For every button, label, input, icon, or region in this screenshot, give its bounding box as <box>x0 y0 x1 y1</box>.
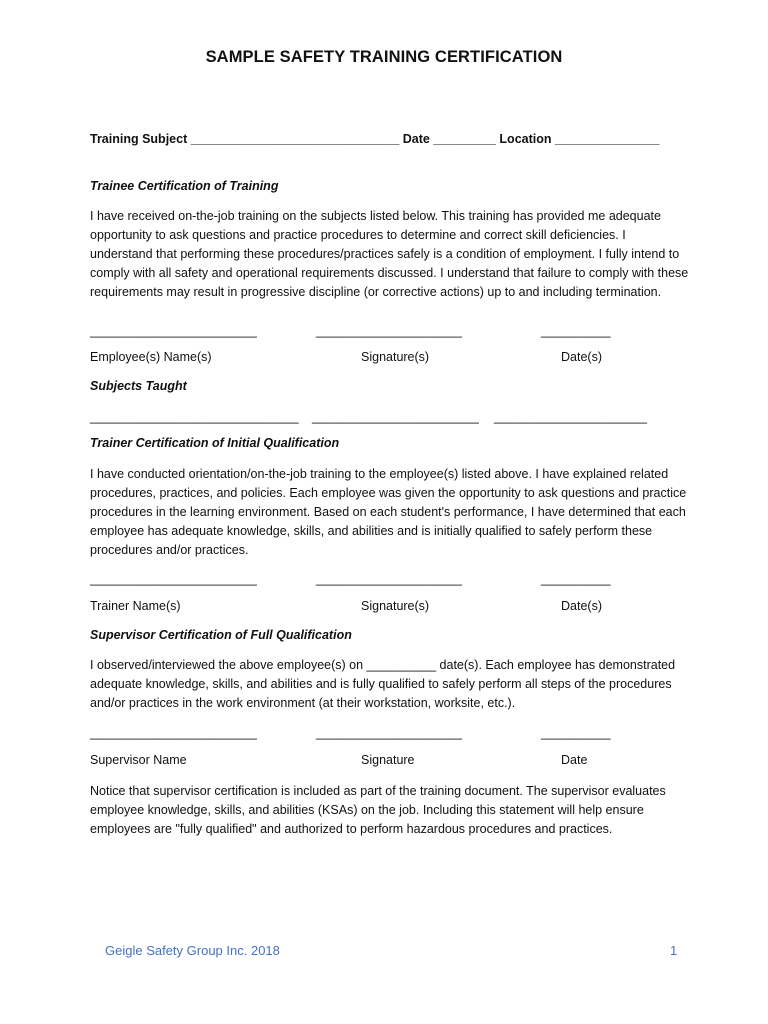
trainer-signature-line[interactable]: _____________________ <box>316 572 462 586</box>
date-label: Date <box>402 132 430 146</box>
trainee-certification-heading: Trainee Certification of Training <box>90 179 279 193</box>
employee-signature-label: Signature(s) <box>361 350 430 364</box>
supervisor-signature-line[interactable]: _____________________ <box>316 726 462 740</box>
supervisor-notice-paragraph: Notice that supervisor certification is included as part of the training document. The supervisor evaluates employee knowledge, skills, and abilities (KSAs) on the job. Including this statement will help ensure employees are "fully qualified" and authorized to perform hazardous procedures and practices. <box>90 784 666 836</box>
supervisor-signature-label: Signature <box>361 753 415 767</box>
trainee-certification-paragraph: I have received on-the-job training on the subjects listed below. This training has provided me adequate opportunity to ask questions and practice procedures to determine and correct skill deficiencies. I understand that performing these procedures/practices safely is a condition of employment. I fully intend to comply with all safety and operational requirements discussed. I understand that failure to comply with these requirements may result in progressive discipline (or corrective actions) up to and including termination. <box>90 209 689 299</box>
subject-line-1[interactable]: ______________________________ <box>90 410 299 424</box>
trainer-date-label: Date(s) <box>561 599 602 613</box>
supervisor-name-line[interactable]: ________________________ <box>90 726 257 740</box>
employee-signature-line[interactable]: _____________________ <box>316 324 462 338</box>
date-line[interactable]: _________ <box>433 132 496 146</box>
footer-page-number: 1 <box>670 943 678 958</box>
location-line[interactable]: _______________ <box>555 132 660 146</box>
supervisor-certification-heading: Supervisor Certification of Full Qualification <box>90 628 352 642</box>
employee-name-line[interactable]: ________________________ <box>90 324 257 338</box>
supervisor-date-label: Date <box>561 753 588 767</box>
trainer-date-line[interactable]: __________ <box>541 572 611 586</box>
trainer-name-label: Trainer Name(s) <box>90 599 181 613</box>
footer-company: Geigle Safety Group Inc. 2018 <box>105 943 280 958</box>
header-fields-row <box>90 132 659 146</box>
location-label: Location <box>499 132 552 146</box>
document-title: SAMPLE SAFETY TRAINING CERTIFICATION <box>205 48 563 66</box>
supervisor-certification-paragraph: I observed/interviewed the above employee(s) on __________ date(s). Each employee has demonstrated adequate knowledge, skills, and abilities and is fully qualified to safely perform all steps of the procedures and/or practices in the work environment (at their workstation, worksite, etc.). <box>90 658 676 710</box>
supervisor-date-line[interactable]: __________ <box>541 726 611 740</box>
training-subject-line[interactable]: ______________________________ <box>190 132 400 146</box>
training-subject-label: Training Subject <box>90 132 188 146</box>
supervisor-name-label: Supervisor Name <box>90 753 187 767</box>
trainer-name-line[interactable]: ________________________ <box>90 572 257 586</box>
subjects-taught-heading: Subjects Taught <box>90 379 187 393</box>
employee-date-line[interactable]: __________ <box>541 324 611 338</box>
trainer-certification-heading: Trainer Certification of Initial Qualification <box>90 436 340 450</box>
trainer-signature-label: Signature(s) <box>361 599 430 613</box>
trainer-certification-paragraph: I have conducted orientation/on-the-job training to the employee(s) listed above. I have explained related procedures, practices, and policies. Each employee was given the opportunity to ask questions and practice procedures in the learning environment. Based on each student's performance, I have determined that each employee has adequate knowledge, skills, and abilities and is initially qualified to safely perform these procedures and/or practices. <box>90 467 687 557</box>
employee-name-label: Employee(s) Name(s) <box>90 350 212 364</box>
employee-date-label: Date(s) <box>561 350 602 364</box>
subject-line-3[interactable]: ______________________ <box>494 410 647 424</box>
subject-line-2[interactable]: ________________________ <box>312 410 479 424</box>
